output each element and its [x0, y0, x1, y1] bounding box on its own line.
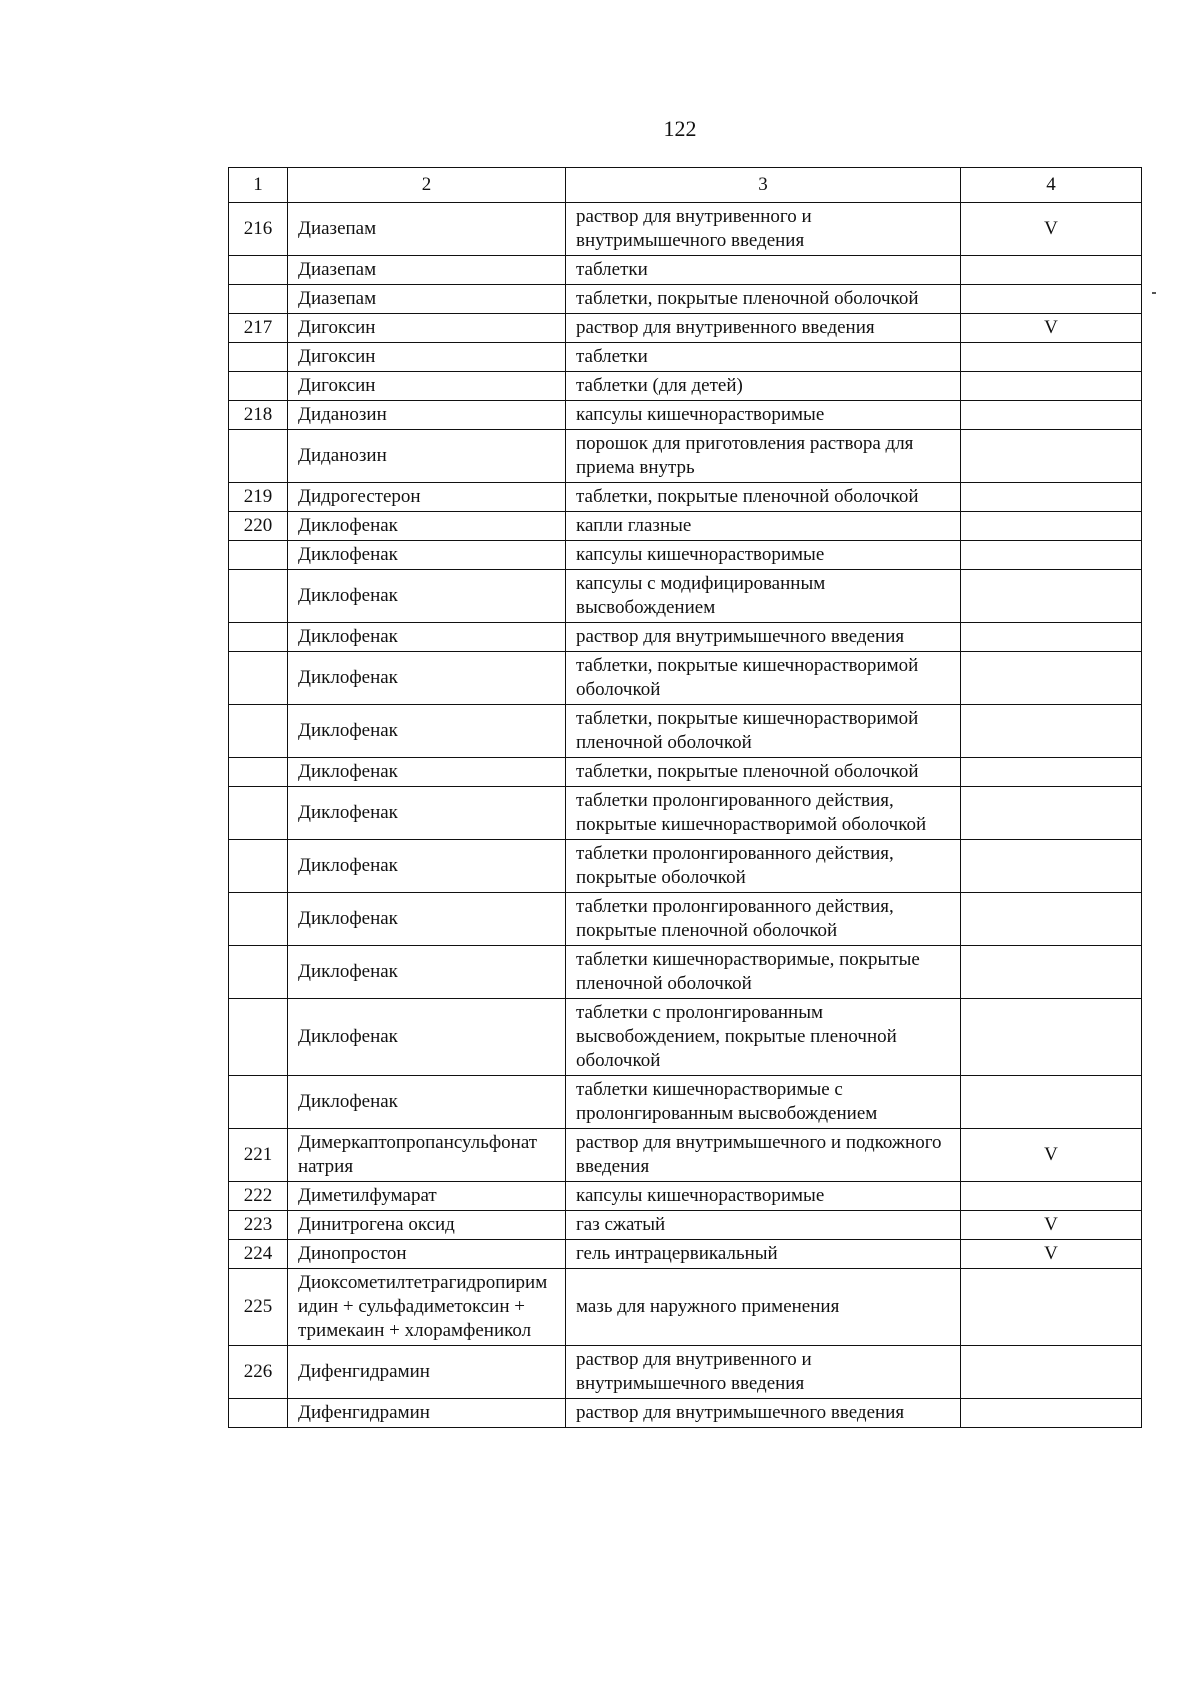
table-row — [229, 946, 1142, 999]
drug-name: Дифенгидрамин — [288, 1399, 566, 1428]
dosage-form: таблетки, покрытые кишечнорастворимой пленочной оболочкой — [566, 705, 961, 758]
dosage-form: гель интрацервикальный — [566, 1240, 961, 1269]
dosage-form: капсулы кишечнорастворимые — [566, 1182, 961, 1211]
table-row — [229, 623, 1142, 652]
row-number — [229, 652, 288, 705]
table-row — [229, 1211, 1142, 1240]
row-number — [229, 946, 288, 999]
row-number — [229, 999, 288, 1076]
row-number — [229, 787, 288, 840]
dosage-form: таблетки пролонгированного действия, покрытые кишечнорастворимой оболочкой — [566, 787, 961, 840]
dosage-form: таблетки, покрытые пленочной оболочкой — [566, 285, 961, 314]
vital-mark — [961, 623, 1142, 652]
drug-name: Дифенгидрамин — [288, 1346, 566, 1399]
vital-mark — [961, 285, 1142, 314]
scan-artifact — [1152, 292, 1156, 294]
table-row — [229, 1346, 1142, 1399]
drug-name: Диданозин — [288, 430, 566, 483]
row-number — [229, 343, 288, 372]
row-number — [229, 285, 288, 314]
dosage-form: раствор для внутривенного введения — [566, 314, 961, 343]
table-row — [229, 893, 1142, 946]
drug-name: Диклофенак — [288, 1076, 566, 1129]
row-number: 220 — [229, 512, 288, 541]
table-row — [229, 1399, 1142, 1428]
header-col-4: 4 — [961, 168, 1142, 203]
row-number: 225 — [229, 1269, 288, 1346]
table-row — [229, 285, 1142, 314]
row-number: 219 — [229, 483, 288, 512]
table-row — [229, 1182, 1142, 1211]
row-number: 226 — [229, 1346, 288, 1399]
dosage-form: капсулы с модифицированным высвобождением — [566, 570, 961, 623]
table-row — [229, 999, 1142, 1076]
vital-mark — [961, 787, 1142, 840]
vital-mark — [961, 840, 1142, 893]
dosage-form: капли глазные — [566, 512, 961, 541]
dosage-form: порошок для приготовления раствора для приема внутрь — [566, 430, 961, 483]
table-row — [229, 787, 1142, 840]
drug-name: Диклофенак — [288, 652, 566, 705]
table-body — [229, 203, 1142, 1428]
vital-mark: V — [961, 1129, 1142, 1182]
drug-name: Диметилфумарат — [288, 1182, 566, 1211]
table-row — [229, 372, 1142, 401]
vital-mark — [961, 401, 1142, 430]
vital-mark — [961, 758, 1142, 787]
vital-mark — [961, 1076, 1142, 1129]
drug-name: Диклофенак — [288, 623, 566, 652]
dosage-form: таблетки пролонгированного действия, покрытые оболочкой — [566, 840, 961, 893]
row-number — [229, 758, 288, 787]
dosage-form: таблетки кишечнорастворимые с пролонгированным высвобождением — [566, 1076, 961, 1129]
medication-table — [228, 167, 1142, 1428]
drug-name: Диклофенак — [288, 999, 566, 1076]
vital-mark — [961, 430, 1142, 483]
vital-mark — [961, 946, 1142, 999]
vital-mark — [961, 343, 1142, 372]
drug-name: Дигоксин — [288, 314, 566, 343]
drug-name: Диклофенак — [288, 758, 566, 787]
table-row — [229, 652, 1142, 705]
table-row — [229, 256, 1142, 285]
table-row — [229, 512, 1142, 541]
dosage-form: капсулы кишечнорастворимые — [566, 541, 961, 570]
drug-name: Динопростон — [288, 1240, 566, 1269]
drug-name: Дигоксин — [288, 343, 566, 372]
dosage-form: таблетки, покрытые кишечнорастворимой оболочкой — [566, 652, 961, 705]
table-row — [229, 570, 1142, 623]
vital-mark — [961, 893, 1142, 946]
row-number: 221 — [229, 1129, 288, 1182]
drug-name: Диданозин — [288, 401, 566, 430]
row-number: 218 — [229, 401, 288, 430]
table-row — [229, 401, 1142, 430]
row-number — [229, 705, 288, 758]
table-row — [229, 1129, 1142, 1182]
row-number — [229, 570, 288, 623]
dosage-form: раствор для внутримышечного и подкожного введения — [566, 1129, 961, 1182]
vital-mark — [961, 541, 1142, 570]
vital-mark — [961, 483, 1142, 512]
vital-mark — [961, 512, 1142, 541]
header-row — [229, 168, 1142, 203]
dosage-form: таблетки кишечнорастворимые, покрытые пленочной оболочкой — [566, 946, 961, 999]
vital-mark — [961, 652, 1142, 705]
drug-name: Диазепам — [288, 256, 566, 285]
drug-name: Димеркаптопропансульфонат натрия — [288, 1129, 566, 1182]
row-number: 217 — [229, 314, 288, 343]
table-header — [229, 168, 1142, 203]
vital-mark — [961, 256, 1142, 285]
drug-name: Диазепам — [288, 203, 566, 256]
row-number: 224 — [229, 1240, 288, 1269]
vital-mark: V — [961, 314, 1142, 343]
dosage-form: капсулы кишечнорастворимые — [566, 401, 961, 430]
header-col-1: 1 — [229, 168, 288, 203]
dosage-form: раствор для внутривенного и внутримышечного введения — [566, 1346, 961, 1399]
dosage-form: таблетки пролонгированного действия, покрытые пленочной оболочкой — [566, 893, 961, 946]
drug-name: Диазепам — [288, 285, 566, 314]
vital-mark — [961, 570, 1142, 623]
vital-mark — [961, 705, 1142, 758]
table-row — [229, 203, 1142, 256]
row-number: 216 — [229, 203, 288, 256]
vital-mark — [961, 1269, 1142, 1346]
row-number — [229, 372, 288, 401]
drug-name: Динитрогена оксид — [288, 1211, 566, 1240]
dosage-form: таблетки (для детей) — [566, 372, 961, 401]
drug-name: Диклофенак — [288, 541, 566, 570]
table-row — [229, 840, 1142, 893]
vital-mark: V — [961, 203, 1142, 256]
drug-name: Диклофенак — [288, 570, 566, 623]
table-row — [229, 1240, 1142, 1269]
dosage-form: таблетки, покрытые пленочной оболочкой — [566, 483, 961, 512]
drug-name: Диклофенак — [288, 705, 566, 758]
vital-mark — [961, 1182, 1142, 1211]
table-row — [229, 705, 1142, 758]
drug-name: Диклофенак — [288, 946, 566, 999]
table-row — [229, 541, 1142, 570]
drug-name: Диклофенак — [288, 512, 566, 541]
row-number: 222 — [229, 1182, 288, 1211]
table-row — [229, 1269, 1142, 1346]
drug-name: Дидрогестерон — [288, 483, 566, 512]
row-number — [229, 840, 288, 893]
dosage-form: мазь для наружного применения — [566, 1269, 961, 1346]
dosage-form: таблетки, покрытые пленочной оболочкой — [566, 758, 961, 787]
dosage-form: газ сжатый — [566, 1211, 961, 1240]
row-number — [229, 623, 288, 652]
drug-name: Диклофенак — [288, 840, 566, 893]
vital-mark — [961, 372, 1142, 401]
table-row — [229, 343, 1142, 372]
table-row — [229, 1076, 1142, 1129]
dosage-form: таблетки с пролонгированным высвобождением, покрытые пленочной оболочкой — [566, 999, 961, 1076]
vital-mark — [961, 1346, 1142, 1399]
row-number — [229, 893, 288, 946]
drug-name: Диоксометилтетрагидропиримидин + сульфадиметоксин + тримекаин + хлорамфеникол — [288, 1269, 566, 1346]
page-number: 122 — [663, 116, 697, 141]
vital-mark: V — [961, 1211, 1142, 1240]
vital-mark — [961, 1399, 1142, 1428]
row-number: 223 — [229, 1211, 288, 1240]
row-number — [229, 541, 288, 570]
row-number — [229, 1076, 288, 1129]
table-row — [229, 483, 1142, 512]
header-col-3: 3 — [566, 168, 961, 203]
dosage-form: раствор для внутривенного и внутримышечного введения — [566, 203, 961, 256]
drug-name: Диклофенак — [288, 787, 566, 840]
dosage-form: таблетки — [566, 256, 961, 285]
vital-mark: V — [961, 1240, 1142, 1269]
header-col-2: 2 — [288, 168, 566, 203]
row-number — [229, 256, 288, 285]
dosage-form: раствор для внутримышечного введения — [566, 623, 961, 652]
table-row — [229, 758, 1142, 787]
table-row — [229, 430, 1142, 483]
dosage-form: таблетки — [566, 343, 961, 372]
drug-name: Дигоксин — [288, 372, 566, 401]
vital-mark — [961, 999, 1142, 1076]
drug-name: Диклофенак — [288, 893, 566, 946]
table-row — [229, 314, 1142, 343]
dosage-form: раствор для внутримышечного введения — [566, 1399, 961, 1428]
row-number — [229, 1399, 288, 1428]
row-number — [229, 430, 288, 483]
